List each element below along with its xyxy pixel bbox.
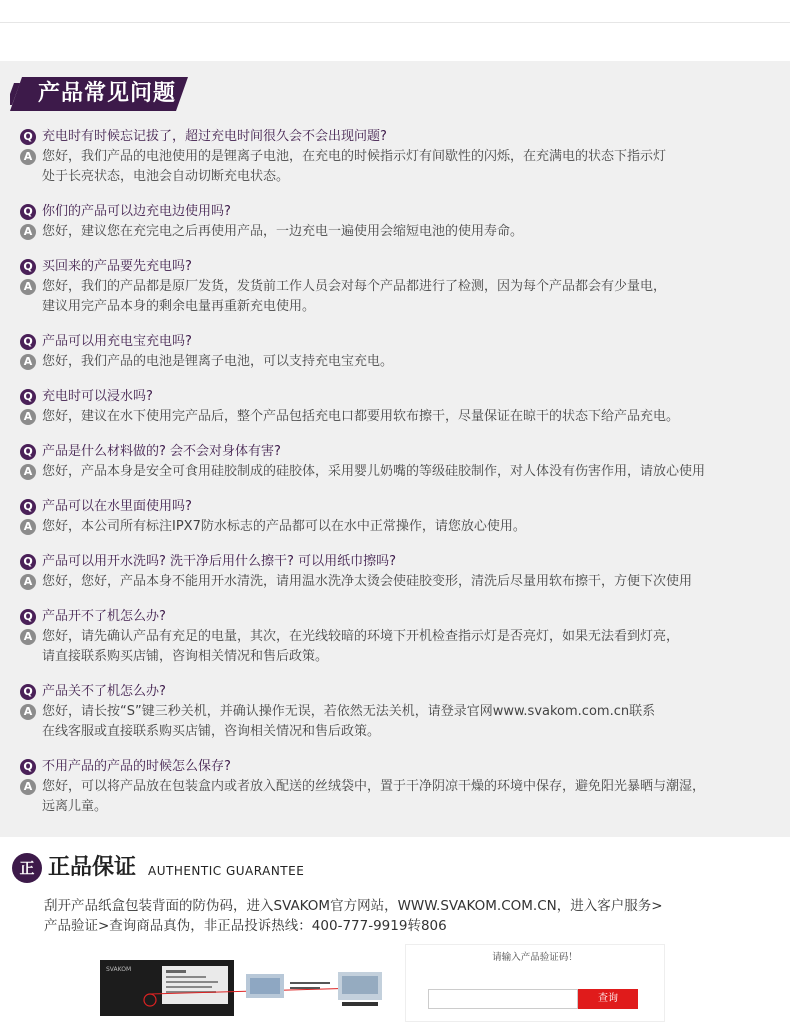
faq-question-text: 产品可以在水里面使用吗? [42, 499, 192, 514]
faq-answer-text: 您好，建议在水下使用完产品后，整个产品包括充电口都要用软布擦干，尽量保证在晾干的状态下给产品充电。 [42, 409, 680, 424]
faq-question [20, 127, 785, 147]
faq-answer-text: 您好，您好，产品本身不能用开水清洗，请用温水洗净太烫会使硅胶变形，清洗后尽量用软布擦干，方便下次使用 [42, 574, 693, 589]
question-badge-icon: Q [20, 444, 36, 460]
answer-badge-icon: A [20, 279, 36, 295]
top-bar [0, 0, 790, 23]
faq-question-text: 充电时有时候忘记拔了，超过充电时间很久会不会出现问题? [42, 129, 387, 144]
package-brand-text: SVAKOM [106, 966, 132, 973]
question-badge-icon: Q [20, 259, 36, 275]
faq-question [20, 332, 785, 352]
faq-answer [20, 407, 785, 427]
guarantee-instruction-line1: 刮开产品纸盒包装背面的防伪码，进入SVAKOM官方网站，WWW.SVAKOM.COM.CN，进入客户服务> [44, 898, 663, 914]
faq-answer [20, 147, 785, 187]
faq-question [20, 257, 785, 277]
guarantee-instruction-line2: 产品验证>查询商品真伪，非正品投诉热线：400-777-9919转806 [44, 918, 447, 934]
answer-badge-icon: A [20, 574, 36, 590]
faq-question [20, 442, 785, 462]
faq-item [20, 497, 785, 537]
faq-question-text: 不用产品的产品的时候怎么保存? [42, 759, 231, 774]
question-badge-icon: Q [20, 204, 36, 220]
faq-answer [20, 277, 785, 317]
faq-question-text: 产品开不了机怎么办? [42, 609, 166, 624]
faq-question-text: 产品关不了机怎么办? [42, 684, 166, 699]
question-badge-icon: Q [20, 609, 36, 625]
faq-question [20, 682, 785, 702]
verification-widget [405, 944, 665, 1022]
faq-question-text: 产品可以用充电宝充电吗? [42, 334, 192, 349]
question-badge-icon: Q [20, 554, 36, 570]
verification-code-input[interactable] [428, 989, 578, 1009]
faq-answer-text: 您好，请先确认产品有充足的电量，其次，在光线较暗的环境下开机检查指示灯是否亮灯，如果无法看到灯亮， 请直接联系购买店铺，咨询相关情况和售后政策。 [42, 629, 680, 664]
faq-answer [20, 462, 785, 482]
authentic-badge-icon: 正 [12, 853, 42, 883]
faq-item [20, 442, 785, 482]
faq-section [0, 61, 790, 837]
question-badge-icon: Q [20, 499, 36, 515]
answer-badge-icon: A [20, 354, 36, 370]
faq-question [20, 497, 785, 517]
faq-answer-text: 您好，可以将产品放在包装盒内或者放入配送的丝绒袋中，置于干净阴凉干燥的环境中保存，避免阳光暴晒与潮湿， 远离儿童。 [42, 779, 706, 814]
faq-question-text: 产品是什么材料做的? 会不会对身体有害? [42, 444, 281, 459]
question-badge-icon: Q [20, 684, 36, 700]
faq-answer [20, 352, 785, 372]
faq-question [20, 202, 785, 222]
faq-list [20, 127, 785, 817]
faq-item [20, 257, 785, 317]
faq-question [20, 757, 785, 777]
faq-question-text: 买回来的产品要先充电吗? [42, 259, 192, 274]
verify-label: 请输入产品验证码！ [492, 952, 578, 963]
faq-item [20, 757, 785, 817]
faq-item [20, 682, 785, 742]
faq-item [20, 387, 785, 427]
question-badge-icon: Q [20, 334, 36, 350]
answer-badge-icon: A [20, 704, 36, 720]
faq-answer [20, 627, 785, 667]
faq-answer-text: 您好，我们产品的电池是锂离子电池，可以支持充电宝充电。 [42, 354, 394, 369]
faq-answer-text: 您好，我们的产品都是原厂发货，发货前工作人员会对每个产品都进行了检测，因为每个产品都会有少量电， 建议用完产品本身的剩余电量再重新充电使用。 [42, 279, 667, 314]
answer-badge-icon: A [20, 224, 36, 240]
package-anti-counterfeit-image [100, 960, 390, 1016]
answer-badge-icon: A [20, 519, 36, 535]
faq-item [20, 202, 785, 242]
faq-title: 产品常见问题 [38, 81, 177, 106]
answer-badge-icon: A [20, 409, 36, 425]
guarantee-title: 正品保证 [48, 855, 137, 880]
faq-question [20, 387, 785, 407]
question-badge-icon: Q [20, 759, 36, 775]
question-badge-icon: Q [20, 389, 36, 405]
faq-item [20, 332, 785, 372]
faq-question [20, 607, 785, 627]
faq-answer [20, 777, 785, 817]
answer-badge-icon: A [20, 464, 36, 480]
answer-badge-icon: A [20, 149, 36, 165]
query-button[interactable]: 查询 [578, 989, 638, 1009]
faq-answer-text: 您好，我们产品的电池使用的是锂离子电池，在充电的时候指示灯有间歇性的闪烁，在充满电的状态下指示灯 处于长亮状态，电池会自动切断充电状态。 [42, 149, 667, 184]
faq-answer [20, 517, 785, 537]
question-badge-icon: Q [20, 129, 36, 145]
faq-question [20, 552, 785, 572]
faq-question-text: 充电时可以浸水吗? [42, 389, 153, 404]
answer-badge-icon: A [20, 779, 36, 795]
faq-item [20, 607, 785, 667]
faq-item [20, 127, 785, 187]
faq-answer-text: 您好，请长按“S”键三秒关机，并确认操作无误，若依然无法关机，请登录官网www.svakom.com.cn联系 在线客服或直接联系购买店铺，咨询相关情况和售后政策。 [42, 704, 656, 739]
faq-answer [20, 702, 785, 742]
guarantee-subtitle: AUTHENTIC GUARANTEE [148, 864, 305, 878]
faq-answer-text: 您好，建议您在充完电之后再使用产品，一边充电一遍使用会缩短电池的使用寿命。 [42, 224, 524, 239]
faq-answer-text: 您好，产品本身是安全可食用硅胶制成的硅胶体，采用婴儿奶嘴的等级硅胶制作，对人体没有伤害作用，请放心使用 [42, 464, 706, 479]
faq-answer [20, 222, 785, 242]
faq-answer [20, 572, 785, 592]
faq-item [20, 552, 785, 592]
answer-badge-icon: A [20, 629, 36, 645]
authentic-guarantee-section [0, 850, 790, 1036]
faq-question-text: 你们的产品可以边充电边使用吗? [42, 204, 231, 219]
faq-question-text: 产品可以用开水洗吗? 洗干净后用什么擦干? 可以用纸巾擦吗? [42, 554, 396, 569]
faq-answer-text: 您好，本公司所有标注IPX7防水标志的产品都可以在水中正常操作，请您放心使用。 [42, 519, 526, 534]
